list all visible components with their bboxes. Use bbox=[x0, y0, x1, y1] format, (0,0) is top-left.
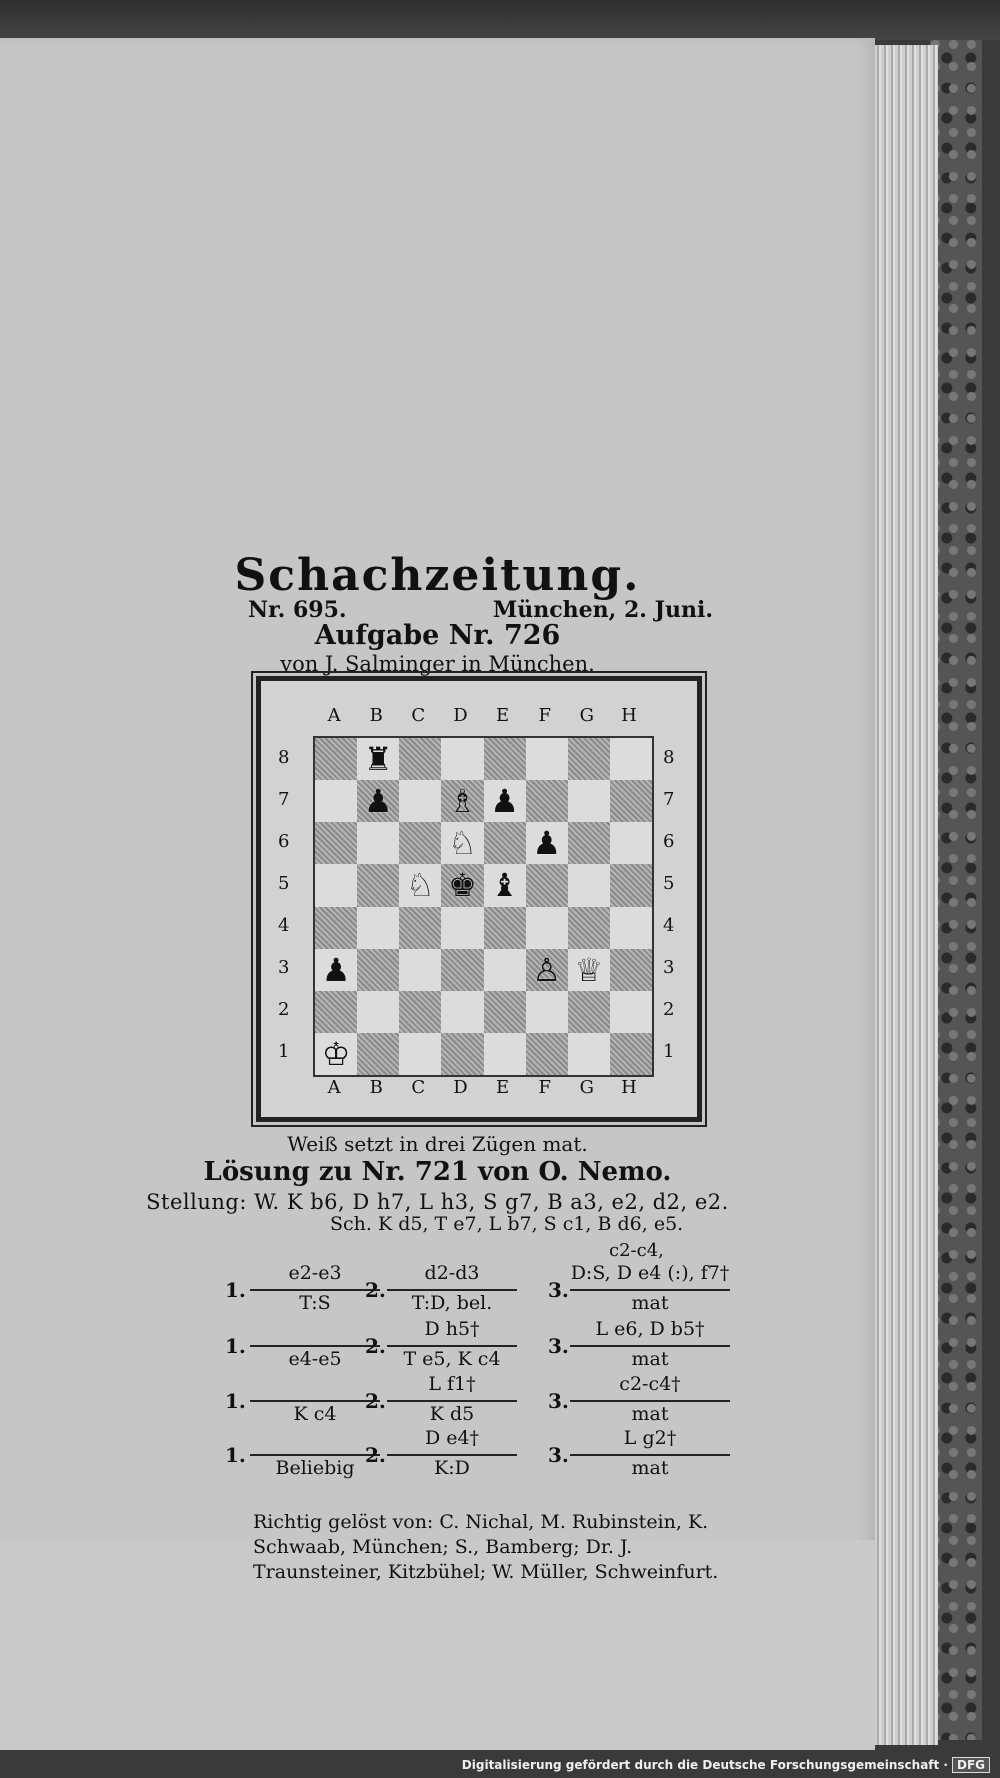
move-rule bbox=[387, 1289, 517, 1291]
black-move: mat bbox=[631, 1292, 669, 1314]
board-square-b7 bbox=[357, 780, 399, 822]
board-square-b6 bbox=[357, 822, 399, 864]
board-square-h1 bbox=[610, 1033, 652, 1075]
move-rule bbox=[570, 1400, 730, 1402]
board-square-c5 bbox=[399, 864, 441, 906]
board-square-d4 bbox=[441, 907, 483, 949]
board-square-c8 bbox=[399, 738, 441, 780]
variation-3 bbox=[225, 1373, 730, 1427]
position-black: Sch. K d5, T e7, L b7, S c1, B d6, e5. bbox=[330, 1213, 684, 1235]
scan-background bbox=[0, 0, 1000, 40]
rank-label: 6 bbox=[663, 830, 675, 852]
issue-place-date: München, 2. Juni. bbox=[492, 597, 713, 623]
file-label: B bbox=[369, 1077, 383, 1098]
white-move: d2-d3 bbox=[424, 1262, 480, 1284]
variation-1 bbox=[225, 1262, 730, 1316]
board-square-f3 bbox=[526, 949, 568, 991]
move-number: 1. bbox=[225, 1443, 246, 1467]
masthead-title: Schachzeitung. bbox=[234, 550, 641, 601]
black-move: e4-e5 bbox=[288, 1348, 342, 1370]
rank-label: 7 bbox=[278, 788, 290, 810]
board-square-f7 bbox=[526, 780, 568, 822]
move-rule bbox=[250, 1400, 380, 1402]
move-number: 1. bbox=[225, 1278, 246, 1302]
black-move: K d5 bbox=[429, 1403, 475, 1425]
rank-label: 1 bbox=[278, 1041, 290, 1063]
chess-piece-e5: ♝ bbox=[490, 866, 519, 905]
board-square-b2 bbox=[357, 991, 399, 1033]
board-square-c7 bbox=[399, 780, 441, 822]
rank-label: 1 bbox=[663, 1041, 675, 1063]
chess-piece-a1: ♔ bbox=[321, 1034, 351, 1073]
board-square-d3 bbox=[441, 949, 483, 991]
white-move: L g2† bbox=[623, 1427, 677, 1449]
problem-caption: Weiß setzt in drei Zügen mat. bbox=[287, 1132, 588, 1156]
move-number: 3. bbox=[548, 1278, 569, 1302]
board-square-e6 bbox=[484, 822, 526, 864]
problem-author: von J. Salminger in München. bbox=[280, 652, 595, 676]
board-square-f8 bbox=[526, 738, 568, 780]
move-fraction bbox=[570, 1262, 730, 1316]
move-number: 2. bbox=[365, 1334, 386, 1358]
white-move: D:S, D e4 (:), f7† bbox=[570, 1262, 730, 1284]
board-square-f6 bbox=[526, 822, 568, 864]
board-square-e7 bbox=[484, 780, 526, 822]
black-move: Beliebig bbox=[275, 1457, 355, 1479]
board-square-c4 bbox=[399, 907, 441, 949]
dfg-logo: DFG bbox=[952, 1757, 990, 1773]
board-square-h3 bbox=[610, 949, 652, 991]
board-square-a4 bbox=[315, 907, 357, 949]
black-move: T:S bbox=[299, 1292, 331, 1314]
rank-label: 6 bbox=[278, 830, 290, 852]
chess-piece-f6: ♟ bbox=[532, 824, 562, 863]
black-move: T:D, bel. bbox=[411, 1292, 493, 1314]
black-move: mat bbox=[631, 1457, 669, 1479]
rank-label: 2 bbox=[663, 999, 675, 1021]
board-square-h5 bbox=[610, 864, 652, 906]
variation-4 bbox=[225, 1427, 730, 1481]
move-rule bbox=[387, 1345, 517, 1347]
board-square-d7 bbox=[441, 780, 483, 822]
board-square-a5 bbox=[315, 864, 357, 906]
move-number: 2. bbox=[365, 1443, 386, 1467]
board-square-a6 bbox=[315, 822, 357, 864]
file-labels-top bbox=[313, 705, 650, 726]
board-square-e1 bbox=[484, 1033, 526, 1075]
file-label: H bbox=[621, 1077, 637, 1098]
move-rule bbox=[250, 1345, 380, 1347]
board-square-h2 bbox=[610, 991, 652, 1033]
board-square-b8 bbox=[357, 738, 399, 780]
move-fraction bbox=[387, 1318, 517, 1372]
rank-label: 5 bbox=[663, 872, 675, 894]
white-move: D e4† bbox=[424, 1427, 480, 1449]
chess-piece-c5: ♘ bbox=[405, 866, 435, 905]
move-number: 3. bbox=[548, 1389, 569, 1413]
solvers-list: Richtig gelöst von: C. Nichal, M. Rubinstein, K. Schwaab, München; S., Bamberg; Dr. J. Traunsteiner, Kitzbühel; W. Müller, Schweinfurt. bbox=[253, 1511, 719, 1583]
black-move: mat bbox=[631, 1348, 669, 1370]
file-label: F bbox=[538, 1077, 551, 1098]
board-square-c3 bbox=[399, 949, 441, 991]
move-number: 1. bbox=[225, 1389, 246, 1413]
move-number: 1. bbox=[225, 1334, 246, 1358]
chess-piece-b8: ♜ bbox=[363, 740, 393, 779]
file-label: E bbox=[495, 705, 510, 726]
rank-label: 5 bbox=[278, 872, 290, 894]
white-move: D h5† bbox=[424, 1318, 480, 1340]
move-fraction bbox=[570, 1373, 730, 1427]
move-fraction bbox=[250, 1318, 380, 1372]
variation-top-note: c2-c4, bbox=[609, 1240, 664, 1261]
board-square-h6 bbox=[610, 822, 652, 864]
board-square-c2 bbox=[399, 991, 441, 1033]
chess-piece-b7: ♟ bbox=[363, 782, 393, 821]
board-square-g6 bbox=[568, 822, 610, 864]
board-square-a8 bbox=[315, 738, 357, 780]
board-square-e8 bbox=[484, 738, 526, 780]
board-square-b4 bbox=[357, 907, 399, 949]
rank-label: 4 bbox=[278, 915, 290, 937]
move-number: 3. bbox=[548, 1334, 569, 1358]
file-label: E bbox=[495, 1077, 510, 1098]
rank-label: 2 bbox=[278, 999, 290, 1021]
move-number: 2. bbox=[365, 1389, 386, 1413]
move-fraction bbox=[387, 1262, 517, 1316]
variation-2 bbox=[225, 1318, 730, 1372]
rank-label: 7 bbox=[663, 788, 675, 810]
move-fraction bbox=[387, 1427, 517, 1481]
chess-piece-d5: ♚ bbox=[448, 866, 477, 905]
move-rule bbox=[570, 1289, 730, 1291]
board-square-b1 bbox=[357, 1033, 399, 1075]
rank-label: 4 bbox=[663, 915, 675, 937]
board-square-h7 bbox=[610, 780, 652, 822]
board-square-d2 bbox=[441, 991, 483, 1033]
file-label: A bbox=[327, 1077, 341, 1098]
move-fraction bbox=[250, 1427, 380, 1481]
chess-piece-a3: ♟ bbox=[321, 950, 351, 989]
board-square-g5 bbox=[568, 864, 610, 906]
chess-board bbox=[313, 736, 654, 1077]
board-square-h8 bbox=[610, 738, 652, 780]
chess-diagram bbox=[256, 676, 702, 1122]
move-rule bbox=[570, 1345, 730, 1347]
board-square-c1 bbox=[399, 1033, 441, 1075]
file-label: A bbox=[327, 705, 341, 726]
file-label: D bbox=[453, 705, 468, 726]
board-square-a3 bbox=[315, 949, 357, 991]
rank-labels-left bbox=[278, 736, 289, 1073]
move-rule bbox=[387, 1454, 517, 1456]
issue-number: Nr. 695. bbox=[248, 597, 347, 623]
digitization-footer bbox=[462, 1758, 990, 1772]
board-square-f1 bbox=[526, 1033, 568, 1075]
footer-text: Digitalisierung gefördert durch die Deutsche Forschungsgemeinschaft · bbox=[461, 1758, 948, 1772]
file-label: D bbox=[453, 1077, 468, 1098]
file-label: F bbox=[538, 705, 551, 726]
chess-piece-f3: ♙ bbox=[532, 950, 562, 989]
board-square-a1 bbox=[315, 1033, 357, 1075]
board-square-e3 bbox=[484, 949, 526, 991]
white-move: c2-c4† bbox=[619, 1373, 681, 1395]
move-fraction bbox=[570, 1427, 730, 1481]
board-square-g3 bbox=[568, 949, 610, 991]
file-label: B bbox=[369, 705, 383, 726]
board-square-e5 bbox=[484, 864, 526, 906]
board-square-d6 bbox=[441, 822, 483, 864]
rank-label: 8 bbox=[278, 746, 290, 768]
file-label: G bbox=[579, 705, 594, 726]
black-move: mat bbox=[631, 1403, 669, 1425]
rank-labels-right bbox=[663, 736, 674, 1073]
board-square-e4 bbox=[484, 907, 526, 949]
board-square-f4 bbox=[526, 907, 568, 949]
board-square-d5 bbox=[441, 864, 483, 906]
rank-label: 3 bbox=[663, 957, 675, 979]
rank-label: 3 bbox=[278, 957, 290, 979]
move-rule bbox=[250, 1454, 380, 1456]
file-labels-bottom bbox=[313, 1077, 650, 1098]
file-label: C bbox=[411, 705, 426, 726]
move-rule bbox=[570, 1454, 730, 1456]
board-square-b3 bbox=[357, 949, 399, 991]
move-fraction bbox=[570, 1318, 730, 1372]
move-fraction bbox=[250, 1373, 380, 1427]
board-square-g2 bbox=[568, 991, 610, 1033]
board-square-d8 bbox=[441, 738, 483, 780]
board-square-b5 bbox=[357, 864, 399, 906]
problem-title: Aufgabe Nr. 726 bbox=[314, 620, 561, 651]
board-square-g8 bbox=[568, 738, 610, 780]
chess-piece-d7: ♗ bbox=[448, 782, 477, 821]
board-square-e2 bbox=[484, 991, 526, 1033]
board-square-f2 bbox=[526, 991, 568, 1033]
white-move: L f1† bbox=[428, 1373, 476, 1395]
solution-title: Lösung zu Nr. 721 von O. Nemo. bbox=[203, 1157, 672, 1187]
board-square-f5 bbox=[526, 864, 568, 906]
move-number: 3. bbox=[548, 1443, 569, 1467]
file-label: H bbox=[621, 705, 637, 726]
white-move: L e6, D b5† bbox=[595, 1318, 705, 1340]
board-square-a7 bbox=[315, 780, 357, 822]
board-square-a2 bbox=[315, 991, 357, 1033]
chess-piece-g3: ♕ bbox=[574, 950, 604, 989]
chess-piece-d6: ♘ bbox=[448, 824, 477, 863]
white-move: e2-e3 bbox=[288, 1262, 342, 1284]
file-label: C bbox=[411, 1077, 426, 1098]
move-fraction bbox=[387, 1373, 517, 1427]
move-rule bbox=[387, 1400, 517, 1402]
move-rule bbox=[250, 1289, 380, 1291]
board-square-g1 bbox=[568, 1033, 610, 1075]
black-move: T e5, K c4 bbox=[403, 1348, 501, 1370]
move-fraction bbox=[250, 1262, 380, 1316]
board-square-g4 bbox=[568, 907, 610, 949]
move-number: 2. bbox=[365, 1278, 386, 1302]
board-square-c6 bbox=[399, 822, 441, 864]
black-move: K:D bbox=[434, 1457, 470, 1479]
chess-piece-e7: ♟ bbox=[490, 782, 519, 821]
black-move: K c4 bbox=[293, 1403, 337, 1425]
file-label: G bbox=[579, 1077, 594, 1098]
board-square-h4 bbox=[610, 907, 652, 949]
board-square-g7 bbox=[568, 780, 610, 822]
rank-label: 8 bbox=[663, 746, 675, 768]
position-white: Stellung: W. K b6, D h7, L h3, S g7, B a3, e2, d2, e2. bbox=[146, 1190, 729, 1214]
board-square-d1 bbox=[441, 1033, 483, 1075]
